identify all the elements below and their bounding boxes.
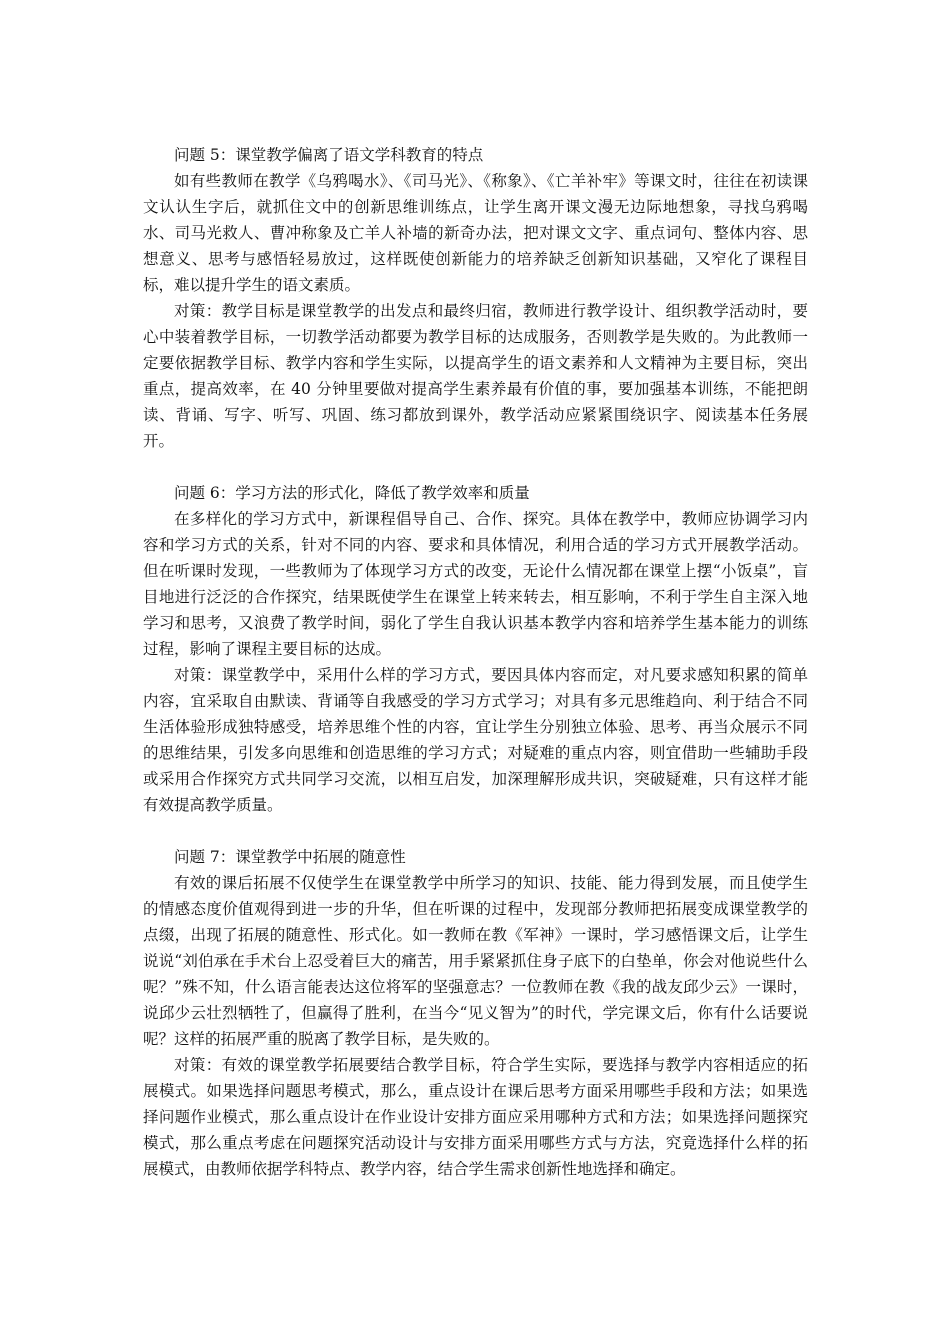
- countermeasure-paragraph: 对策：课堂教学中，采用什么样的学习方式，要因具体内容而定，对凡要求感知积累的简单内容，宜采取自由默读、背诵等自我感受的学习方式学习；对具有多元思维趋向、利于结合不同生活体验形成独特感受，培养思维个性的内容，宜让学生分别独立体验、思考、再当众展示不同的思维结果，引发多向思维和创造思维的学习方式；对疑难的重点内容，则宜借助一些辅助手段或采用合作探究方式共同学习交流，以相互启发，加深理解形成共识，突破疑难，只有这样才能有效提高教学质量。: [143, 666, 808, 814]
- section-problem-7: [143, 844, 808, 1182]
- section-heading: 问题 5：课堂教学偏离了语文学科教育的特点: [174, 146, 484, 164]
- body-paragraph: 在多样化的学习方式中，新课程倡导自己、合作、探究。具体在教学中，教师应协调学习内容和学习方式的关系，针对不同的内容、要求和具体情况，利用合适的学习方式开展教学活动。但在听课时发现，一些教师为了体现学习方式的改变，无论什么情况都在课堂上摆“小饭桌”，盲目地进行泛泛的合作探究，结果既使学生在课堂上转来转去，相互影响，不利于学生自主深入地学习和思考，又浪费了教学时间，弱化了学生自我认识基本教学内容和培养学生基本能力的训练过程，影响了课程主要目标的达成。: [143, 510, 808, 658]
- body-paragraph: 有效的课后拓展不仅使学生在课堂教学中所学习的知识、技能、能力得到发展，而且使学生的情感态度价值观得到进一步的升华，但在听课的过程中，发现部分教师把拓展变成课堂教学的点缀，出现了拓展的随意性、形式化。如一教师在教《军神》一课时，学习感悟课文后，让学生说说“刘伯承在手术台上忍受着巨大的痛苦，用手紧紧抓住身子底下的白垫单，你会对他说些什么呢？”殊不知，什么语言能表达这位将军的坚强意志？一位教师在教《我的战友邱少云》一课时，说邱少云壮烈牺牲了，但赢得了胜利，在当今“见义智为”的时代，学完课文后，你有什么话要说呢？这样的拓展严重的脱离了教学目标，是失败的。: [143, 874, 808, 1048]
- countermeasure-paragraph: 对策：有效的课堂教学拓展要结合教学目标，符合学生实际，要选择与教学内容相适应的拓展模式。如果选择问题思考模式，那么，重点设计在课后思考方面采用哪些手段和方法；如果选择问题作业模式，那么重点设计在作业设计安排方面应采用哪种方式和方法；如果选择问题探究模式，那么重点考虑在问题探究活动设计与安排方面采用哪些方式与方法，究竟选择什么样的拓展模式，由教师依据学科特点、教学内容，结合学生需求创新性地选择和确定。: [143, 1056, 808, 1178]
- section-problem-6: [143, 480, 808, 818]
- section-problem-5: [143, 142, 808, 454]
- section-heading: 问题 7：课堂教学中拓展的随意性: [174, 848, 406, 866]
- document-body: [143, 142, 808, 1208]
- countermeasure-paragraph: 对策：教学目标是课堂教学的出发点和最终归宿，教师进行教学设计、组织教学活动时，要心中装着教学目标，一切教学活动都要为教学目标的达成服务，否则教学是失败的。为此教师一定要依据教学目标、教学内容和学生实际，以提高学生的语文素养和人文精神为主要目标，突出重点，提高效率，在 40 分钟里要做对提高学生素养最有价值的事，要加强基本训练，不能把朗读、背诵、写字、听写、巩固、练习都放到课外，教学活动应紧紧围绕识字、阅读基本任务展开。: [143, 302, 808, 450]
- body-paragraph: 如有些教师在教学《乌鸦喝水》、《司马光》、《称象》、《亡羊补牢》等课文时，往往在初读课文认认生字后，就抓住文中的创新思维训练点，让学生离开课文漫无边际地想象，寻找乌鸦喝水、司马光救人、曹冲称象及亡羊人补墙的新奇办法，把对课文文字、重点词句、整体内容、思想意义、思考与感悟轻易放过，这样既使创新能力的培养缺乏创新知识基础，又窄化了课程目标，难以提升学生的语文素质。: [143, 172, 808, 294]
- section-heading: 问题 6：学习方法的形式化，降低了教学效率和质量: [174, 484, 530, 502]
